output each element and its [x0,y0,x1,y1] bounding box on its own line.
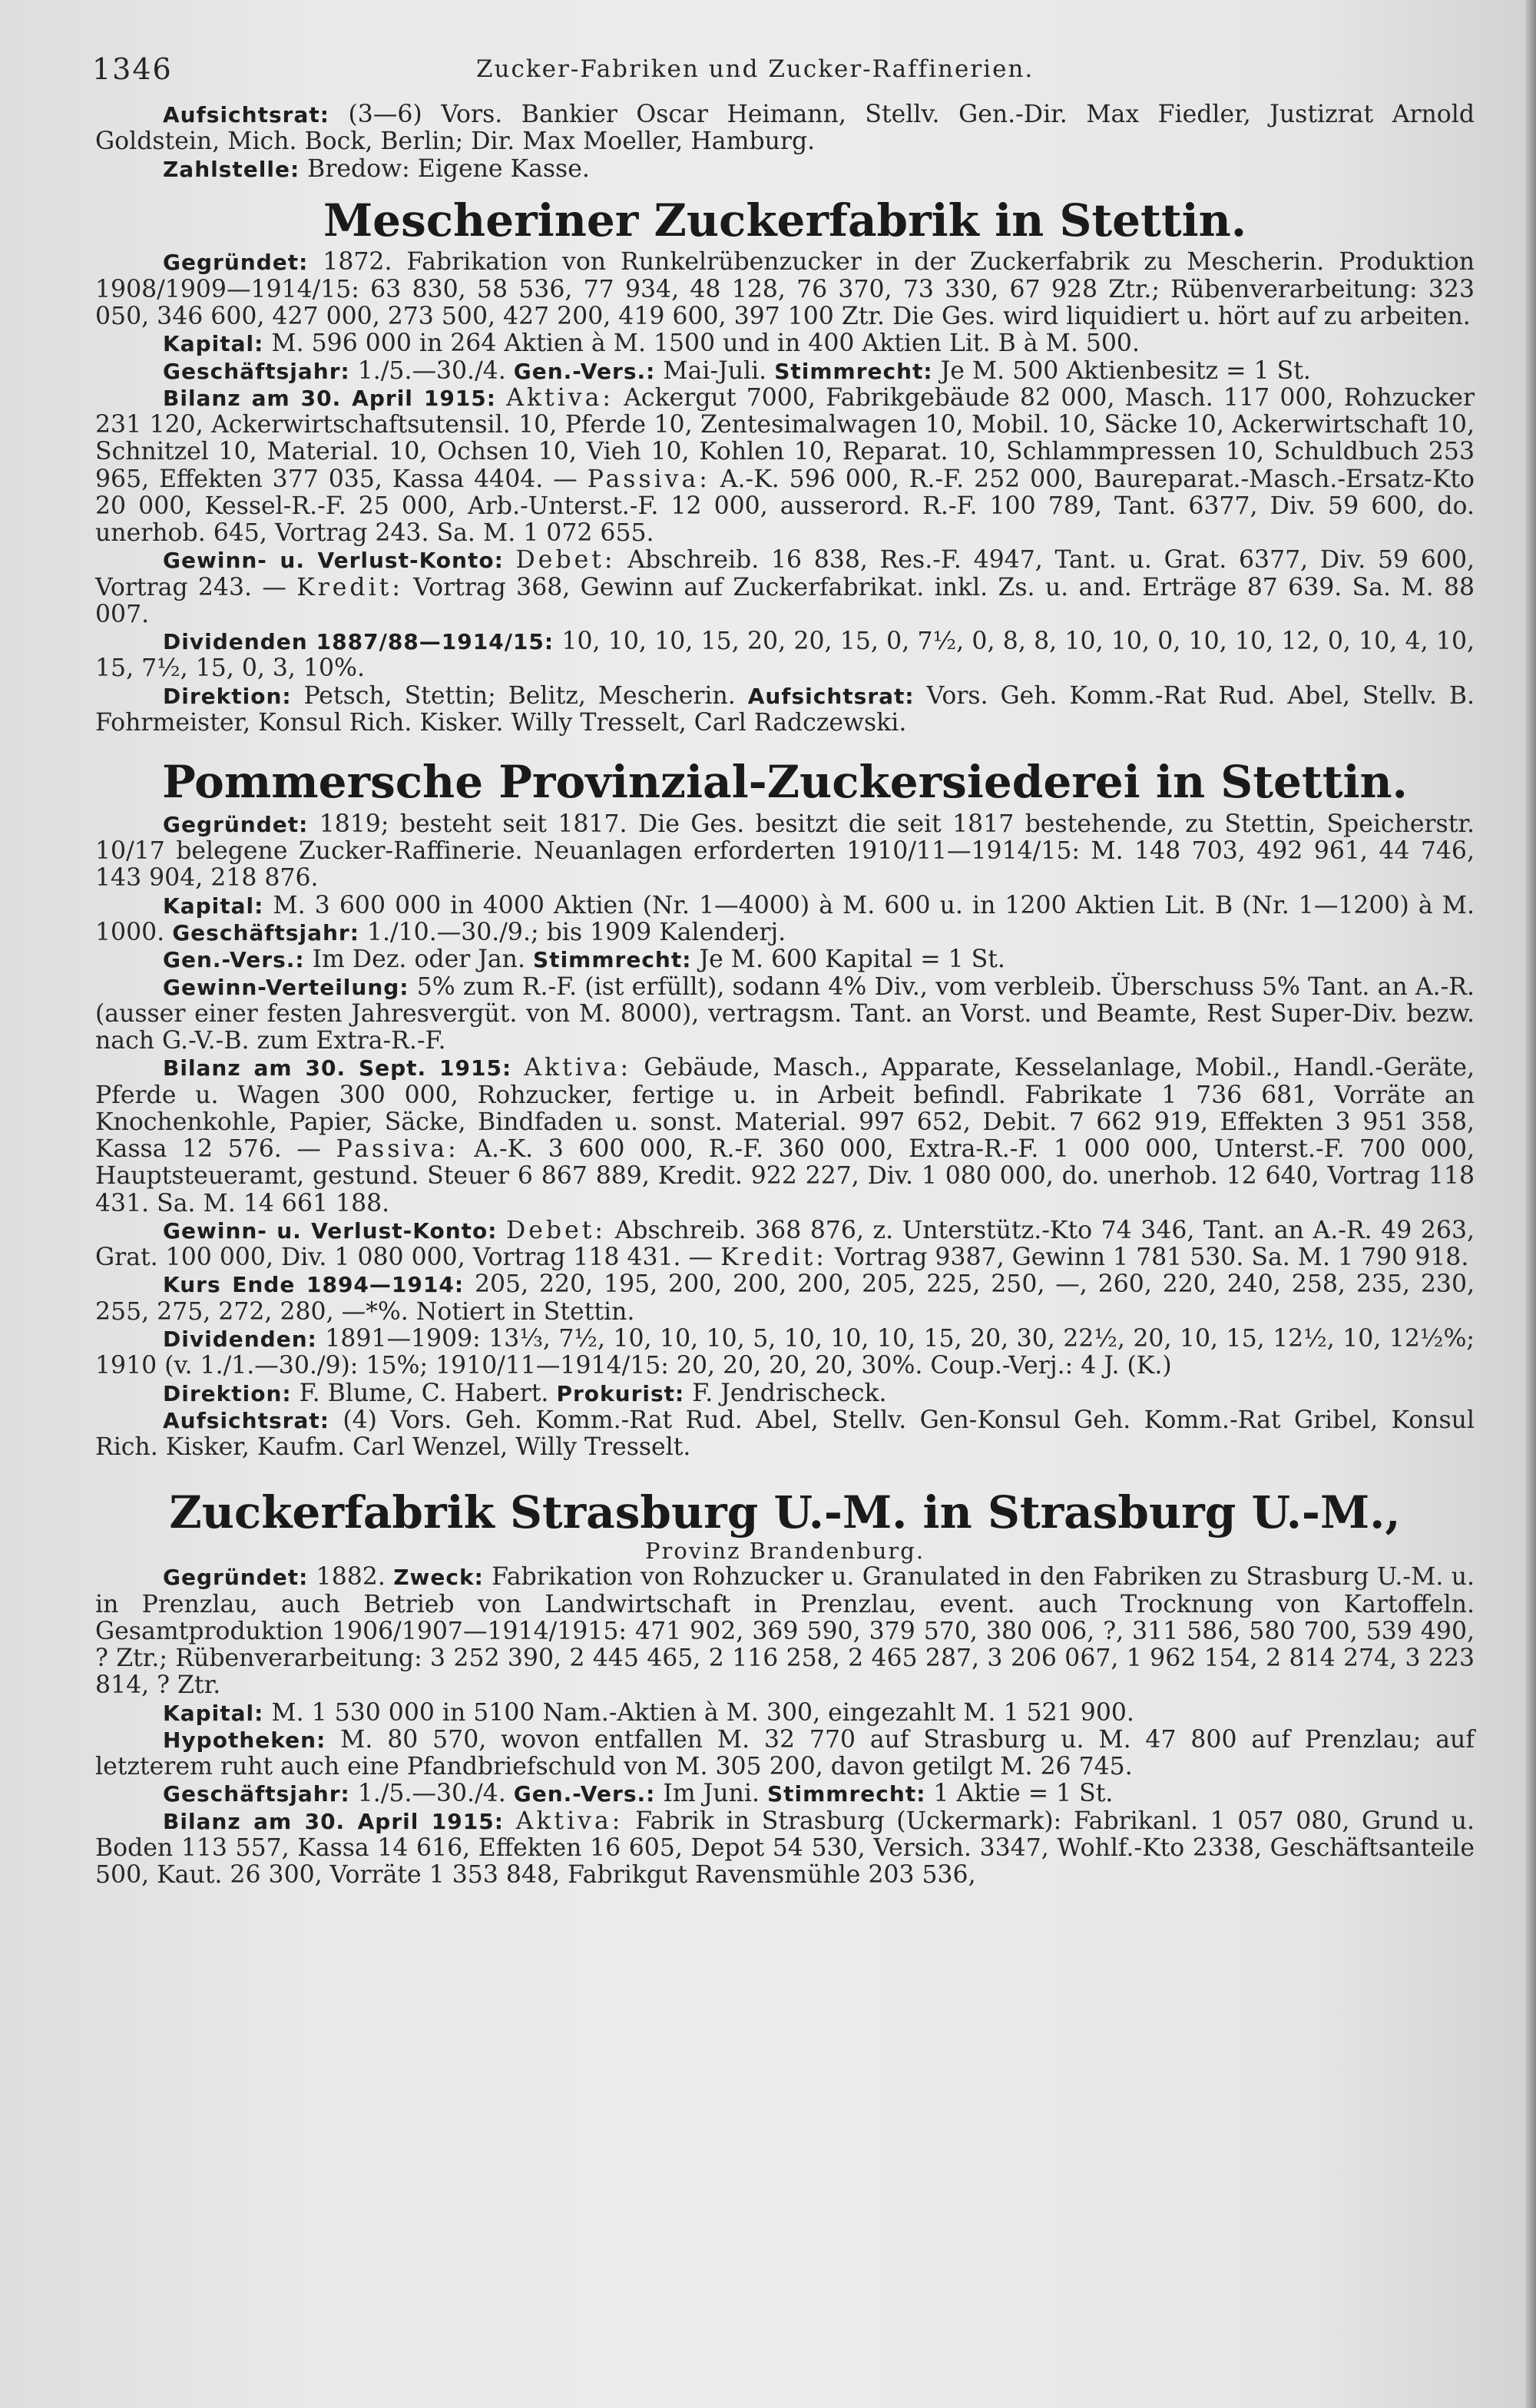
passiva-label: Passiva: [587,465,710,493]
kapital-label: Kapital: [163,1700,264,1726]
mescherin-guv [95,547,1475,628]
bilanz-label: Bilanz am 30. April 1915: [163,1808,504,1834]
strasburg-gegruendet [95,1564,1475,1699]
genvers-text: Im Juni. [663,1780,760,1808]
passiva-label: Passiva: [336,1135,459,1164]
genvers-label: Gen.-Vers.: [163,947,305,973]
gewinnverteilung-label: Gewinn-Verteilung: [163,974,409,1000]
mescherin-gegruendet [95,249,1475,330]
stimmrecht-text: Je M. 600 Kapital = 1 St. [699,946,1005,974]
gegruendet-label: Gegründet: [163,250,309,276]
pommersche-guv [95,1217,1475,1272]
kapital-label: Kapital: [163,331,264,357]
aufsichtsrat-text: (4) Vors. Geh. Komm.-Rat Rud. Abel, Stellv. Gen-Konsul Geh. Komm.-Rat Gribel, Konsul Rich. Kisker, Kaufm. Carl Wenzel, Willy Tresselt. [95,1406,1475,1462]
pommersche-gegruendet [95,811,1475,893]
hypotheken-text: M. 80 570, wovon entfallen M. 32 770 auf Strasburg u. M. 47 800 auf Prenzlau; auf letzterem ruht auch eine Pfandbriefschuld von M. 305 200, davon getilgt M. 26 745. [95,1725,1475,1781]
genvers-text: Mai-Juli. [663,356,767,385]
genvers-text: Im Dez. oder Jan. [312,946,525,974]
bilanz-label: Bilanz am 30. April 1915: [163,385,496,411]
debet-text: Abschreib. 16 838, Res.-F. 4947, Tant. u. Grat. 6377, Div. 59 600, Vortrag 243. — [95,546,1475,601]
zahlstelle-text: Bredow: Eigene Kasse. [307,154,590,183]
stimmrecht-label: Stimmrecht: [774,358,933,384]
dividenden-text: 10, 10, 10, 15, 20, 20, 15, 0, 7½, 0, 8, 8, 10, 10, 0, 10, 10, 12, 0, 10, 4, 10, 15, 7½, 15, 0, 3, 10%. [95,628,1475,683]
gegruendet-label: Gegründet: [163,811,309,837]
pommersche-aufsichtsrat [95,1407,1475,1462]
pommersche-kurs [95,1271,1475,1326]
kredit-text: Vortrag 368, Gewinn auf Zuckerfabrikat. inkl. Zs. u. and. Erträge 87 639. Sa. M. 88 007. [95,573,1475,628]
direktion-text: F. Blume, C. Habert. [299,1379,549,1407]
guv-label: Gewinn- u. Verlust-Konto: [163,1217,498,1244]
mescherin-heading: Mescheriner Zuckerfabrik in Stettin. [323,194,1247,247]
page-content [95,101,1475,1890]
aktiva-label: Aktiva: [515,1807,624,1835]
strasburg-bilanz [95,1808,1475,1890]
prokurist-text: F. Jendrischeck. [692,1379,887,1407]
strasburg-hypotheken [95,1727,1475,1781]
geschaeftsjahr-label: Geschäftsjahr: [163,1781,350,1807]
passiva-text: A.-K. 596 000, R.-F. 252 000, Baureparat.-Masch.-Ersatz-Kto 20 000, Kessel-R.-F. 25 000, Arb.-Unterst.-F. 12 000, ausserord. R.-F. 100 789, Tant. 6377, Div. 59 600, do. unerhob. 645, Vortrag 243. Sa. M. 1 072 655. [95,465,1475,548]
gegruendet-text: 1882. [316,1563,386,1592]
kapital-text: M. 3 600 000 in 4000 Aktien (Nr. 1—4000) à M. 600 u. in 1200 Aktien Lit. B (Nr. 1—1200) à M. 1000. [95,891,1475,947]
pommersche-genvers [95,946,1475,973]
kurs-text: 205, 220, 195, 200, 200, 200, 205, 225, 250, —, 260, 220, 240, 258, 235, 230, 255, 275, 272, 280, —*%. Notiert in Stettin. [95,1270,1475,1326]
zweck-label: Zweck: [393,1565,484,1591]
pommersche-direktion [95,1380,1475,1407]
zahlstelle-label: Zahlstelle: [163,156,300,182]
pommersche-bilanz [95,1055,1475,1217]
debet-text: Abschreib. 368 876, z. Unterstütz.-Kto 74 346, Tant. an A.-R. 49 263, Grat. 100 000, Div. 1 080 000, Vortrag 118 431. — [95,1216,1475,1272]
aktiva-text: Fabrik in Strasburg (Uckermark): Fabrikanl. 1 057 080, Grund u. Boden 113 557, Kassa 14 616, Effekten 16 605, Depot 54 530, Versich. 3347, Wohlf.-Kto 2338, Geschäftsanteile 500, Kaut. 26 300, Vorräte 1 353 848, Fabrikgut Ravensmühle 203 536, [95,1807,1475,1890]
stimmrecht-label: Stimmrecht: [533,947,692,973]
bilanz-label: Bilanz am 30. Sept. 1915: [163,1055,512,1081]
gegruendet-text: 1819; besteht seit 1817. Die Ges. besitzt die seit 1817 bestehende, zu Stettin, Speicherstr. 10/17 belegene Zucker-Raffinerie. Neuanlagen erforderten 1910/11—1914/15: M. 148 703, 492 961, 44 746, 143 904, 218 876. [95,810,1475,893]
running-title: Zucker-Fabriken und Zucker-Raffinerien. [476,55,1034,83]
aktiva-text: Ackergut 7000, Fabrikgebäude 82 000, Masch. 117 000, Rohzucker 231 120, Ackerwirtschaftsutensil. 10, Pferde 10, Zentesimalwagen 10, Mobil. 10, Säcke 10, Ackerwirtschaft 10, Schnitzel 10, Material. 10, Ochsen 10, Vieh 10, Kohlen 10, Reparat. 10, Schlammpressen 10, Schuldbuch 253 965, Effekten 377 035, Kassa 4404. — [95,383,1475,493]
gegruendet-text: 1872. Fabrikation von Runkelrübenzucker in der Zuckerfabrik zu Mescherin. Produktion 1908/1909—1914/15: 63 830, 58 536, 77 934, 48 128, 76 370, 73 330, 67 928 Ztr.; Rübenverarbeitung: 323 050, 346 600, 427 000, 273 500, 427 200, 419 600, 397 100 Ztr. Die Ges. wird liquidiert u. hört auf zu arbeiten. [95,248,1475,331]
dividenden-label: Dividenden 1887/88—1914/15: [163,629,554,655]
hypotheken-label: Hypotheken: [163,1727,326,1753]
debet-label: Debet: [515,546,616,575]
geschaeftsjahr-text: 1./5.—30./4. [357,356,506,385]
zweck-text: Fabrikation von Rohzucker u. Granulated in den Fabriken zu Strasburg U.-M. u. in Prenzlau, auch Betrieb von Landwirtschaft in Prenzlau, event. auch Trocknung von Kartoffeln. Gesamtproduktion 1906/1907—1914/1915: 471 902, 369 590, 379 570, 380 006, ?, 311 586, 580 700, 539 490, ? Ztr.; Rübenverarbeitung: 3 252 390, 2 445 465, 2 116 258, 2 465 287, 3 206 067, 1 962 154, 2 814 274, 3 223 814, ? Ztr. [95,1563,1475,1700]
prokurist-label: Prokurist: [556,1380,685,1406]
passiva-text: A.-K. 3 600 000, R.-F. 360 000, Extra-R.-F. 1 000 000, Unterst.-F. 700 000, Hauptsteueramt, gestund. Steuer 6 867 889, Kredit. 922 227, Div. 1 080 000, do. unerhob. 12 640, Vortrag 118 431. Sa. M. 14 661 188. [95,1135,1475,1217]
strasburg-heading: Zuckerfabrik Strasburg U.-M. in Strasburg U.-M., [169,1486,1401,1539]
geschaeftsjahr-label: Geschäftsjahr: [163,358,350,384]
geschaeftsjahr-label: Geschäftsjahr: [172,920,359,946]
kredit-text: Vortrag 9387, Gewinn 1 781 530. Sa. M. 1 790 918. [834,1244,1469,1272]
guv-label: Gewinn- u. Verlust-Konto: [163,548,504,574]
debet-label: Debet: [506,1216,607,1244]
dividenden-text: 1891—1909: 13⅓, 7½, 10, 10, 10, 5, 10, 10, 10, 15, 20, 30, 22½, 20, 10, 15, 12½, 10, 12½%; 1910 (v. 1./1.—30./9): 15%; 1910/11—1914/15: 20, 20, 20, 20, 30%. Coup.-Verj.: 4 J. (K.) [95,1325,1475,1380]
kapital-text: M. 1 530 000 in 5100 Nam.-Aktien à M. 300, eingezahlt M. 1 521 900. [271,1698,1134,1727]
mescherin-dividenden [95,628,1475,683]
strasburg-geschaeftsjahr [95,1780,1475,1807]
kredit-label: Kredit: [296,573,403,601]
geschaeftsjahr-text: 1./5.—30./4. [357,1780,506,1808]
mescherin-geschaeftsjahr [95,358,1475,385]
page-number: 1346 [92,52,173,86]
gewinnverteilung-text: 5% zum R.-F. (ist erfüllt), sodann 4% Div., vom verbleib. Überschuss 5% Tant. an A.-R. (ausser einer festen Jahresvergüt. von M. 8000), vertragsm. Tant. an Vorst. und Beamte, Rest Super-Div. bezw. nach G.-V.-B. zum Extra-R.-F. [95,972,1475,1055]
strasburg-kapital [95,1700,1475,1727]
gegruendet-label: Gegründet: [163,1565,309,1591]
kapital-text: M. 596 000 in 264 Aktien à M. 1500 und in 400 Aktien Lit. B à M. 500. [271,330,1140,358]
mescherin-bilanz [95,385,1475,548]
aktiva-label: Aktiva: [524,1054,632,1082]
kurs-label: Kurs Ende 1894—1914: [163,1272,465,1298]
aufsichtsrat-text: Vors. Geh. Komm.-Rat Rud. Abel, Stellv. B. Fohrmeister, Konsul Rich. Kisker. Willy Tresselt, Carl Radczewski. [95,681,1475,737]
aufsichtsrat-text: (3—6) Vors. Bankier Oscar Heimann, Stellv. Gen.-Dir. Max Fiedler, Justizrat Arnold Goldstein, Mich. Bock, Berlin; Dir. Max Moeller, Hamburg. [95,101,1475,156]
stimmrecht-label: Stimmrecht: [766,1781,926,1807]
genvers-label: Gen.-Vers.: [513,358,656,384]
direktion-text: Petsch, Stettin; Belitz, Mescherin. [303,681,736,710]
kapital-label: Kapital: [163,893,264,919]
direktion-label: Direktion: [163,1380,292,1406]
geschaeftsjahr-text: 1./10.—30./9.; bis 1909 Kalenderj. [366,919,786,947]
stimmrecht-text: Je M. 500 Aktienbesitz = 1 St. [940,356,1311,385]
mescherin-direktion [95,683,1475,737]
direktion-label: Direktion: [163,683,292,709]
running-head [92,52,1475,86]
kredit-label: Kredit: [720,1244,827,1272]
stimmrecht-text: 1 Aktie = 1 St. [933,1780,1114,1808]
pommersche-heading: Pommersche Provinzial-Zuckersiederei in Stettin. [162,756,1408,809]
aktiva-text: Gebäude, Masch., Apparate, Kesselanlage, Mobil., Handl.-Geräte, Pferde u. Wagen 300 000, Rohzucker, fertige u. in Arbeit befindl. Fabrikate 1 736 681, Vorräte an Knochenkohle, Papier, Säcke, Bindfaden u. sonst. Material. 997 652, Debit. 7 662 919, Effekten 3 951 358, Kassa 12 576. — [95,1054,1475,1164]
aufsichtsrat-label: Aufsichtsrat: [163,1407,329,1433]
pommersche-kapital [95,893,1475,947]
intro-zahlstelle [95,156,1475,183]
dividenden-label: Dividenden: [163,1327,317,1352]
strasburg-subheading: Provinz Brandenburg. [644,1538,925,1565]
pommersche-gewinnverteilung [95,974,1475,1055]
intro-aufsichtsrat [95,101,1475,156]
genvers-label: Gen.-Vers.: [513,1781,656,1807]
mescherin-kapital [95,330,1475,357]
aufsichtsrat-label: Aufsichtsrat: [163,102,329,128]
aufsichtsrat-label: Aufsichtsrat: [747,683,915,709]
aktiva-label: Aktiva: [506,383,614,412]
pommersche-dividenden [95,1326,1475,1380]
